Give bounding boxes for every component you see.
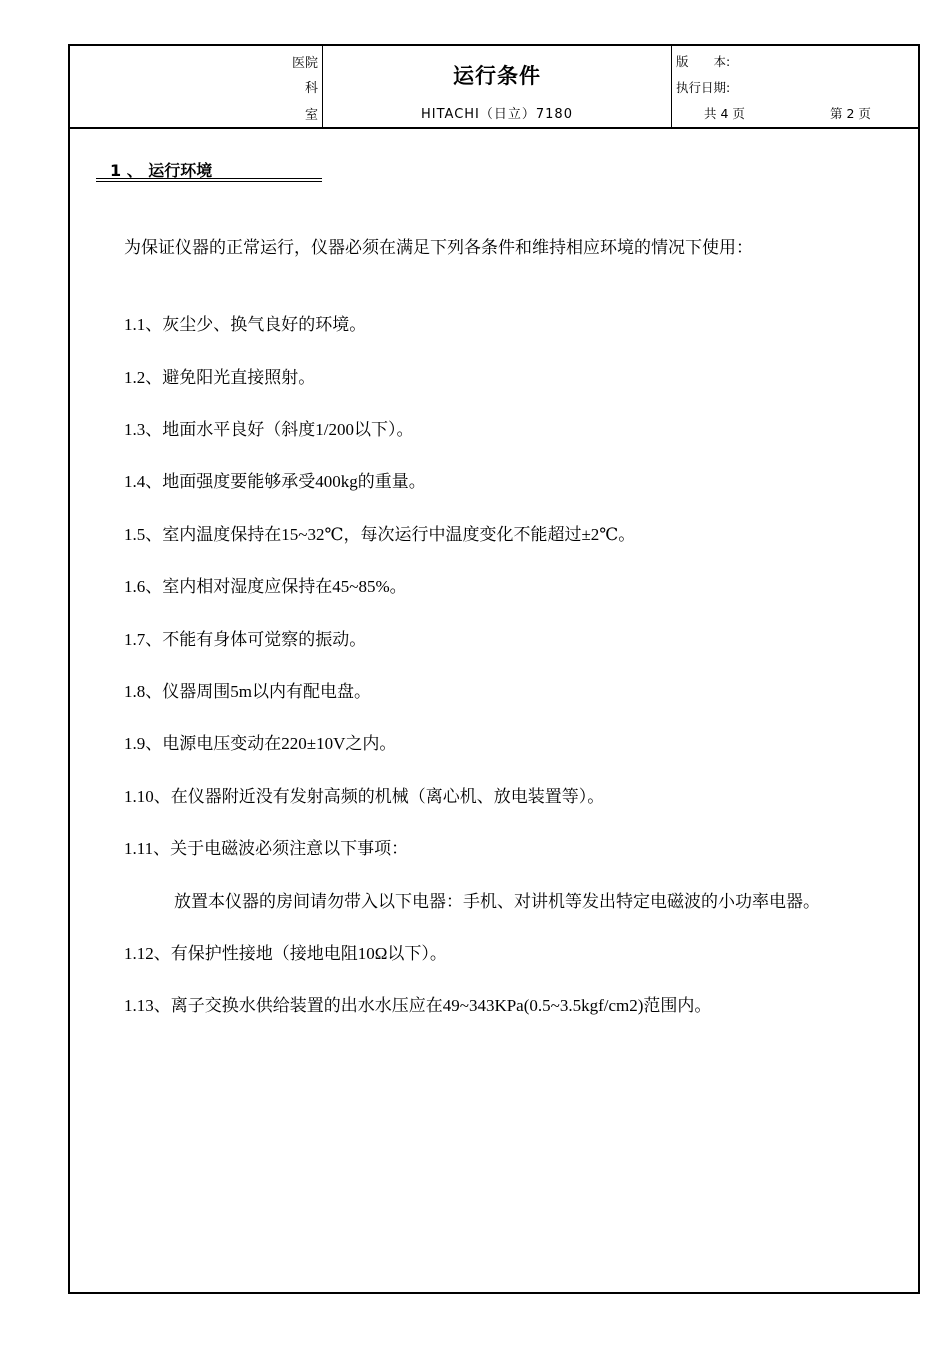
list-item: 1.12、有保护性接地（接地电阻10Ω以下）。 bbox=[124, 944, 447, 963]
list-item: 1.13、离子交换水供给装置的出水水压应在49~343KPa(0.5~3.5kgf/cm2)范围内。 bbox=[124, 996, 712, 1015]
meta-cell bbox=[672, 46, 918, 127]
list-item: 1.1、灰尘少、换气良好的环境。 bbox=[124, 315, 367, 334]
heading-underline-double bbox=[96, 181, 322, 182]
item-1-11-note: 放置本仪器的房间请勿带入以下电器：手机、对讲机等发出特定电磁波的小功率电器。 bbox=[174, 892, 820, 911]
list-item: 1.6、室内相对湿度应保持在45~85%。 bbox=[124, 577, 407, 596]
list-item: 1.4、地面强度要能够承受400kg的重量。 bbox=[124, 472, 426, 491]
document-frame bbox=[68, 44, 920, 1294]
hospital-label: 医院 bbox=[291, 56, 318, 71]
list-item: 1.3、地面水平良好（斜度1/200以下）。 bbox=[124, 420, 414, 439]
department-label: 科 bbox=[304, 81, 318, 96]
department-cell bbox=[70, 46, 323, 127]
list-item: 1.9、电源电压变动在220±10V之内。 bbox=[124, 734, 397, 753]
document-header bbox=[70, 46, 918, 129]
intro-paragraph: 为保证仪器的正常运行，仪器必须在满足下列各条件和维持相应环境的情况下使用： bbox=[124, 238, 753, 257]
list-item: 1.11、关于电磁波必须注意以下事项： bbox=[124, 839, 409, 858]
list-item: 1.2、避免阳光直接照射。 bbox=[124, 368, 316, 387]
list-item: 1.8、仪器周围5m以内有配电盘。 bbox=[124, 682, 371, 701]
instrument-model: HITACHI（日立）7180 bbox=[421, 107, 573, 122]
heading-underline bbox=[96, 178, 322, 179]
title-cell bbox=[323, 46, 672, 127]
document-title: 运行条件 bbox=[453, 64, 541, 88]
total-pages: 共 4 页 bbox=[704, 106, 745, 121]
list-item: 1.5、室内温度保持在15~32℃，每次运行中温度变化不能超过±2℃。 bbox=[124, 525, 636, 544]
room-label: 室 bbox=[304, 108, 318, 123]
section-heading: 1 、 运行环境 bbox=[110, 161, 213, 180]
execution-date-label: 执行日期: bbox=[676, 80, 731, 95]
list-item: 1.7、不能有身体可觉察的振动。 bbox=[124, 630, 367, 649]
current-page: 第 2 页 bbox=[830, 106, 871, 121]
list-item: 1.10、在仪器附近没有发射高频的机械（离心机、放电装置等）。 bbox=[124, 787, 605, 806]
version-label: 版 本: bbox=[676, 54, 731, 69]
